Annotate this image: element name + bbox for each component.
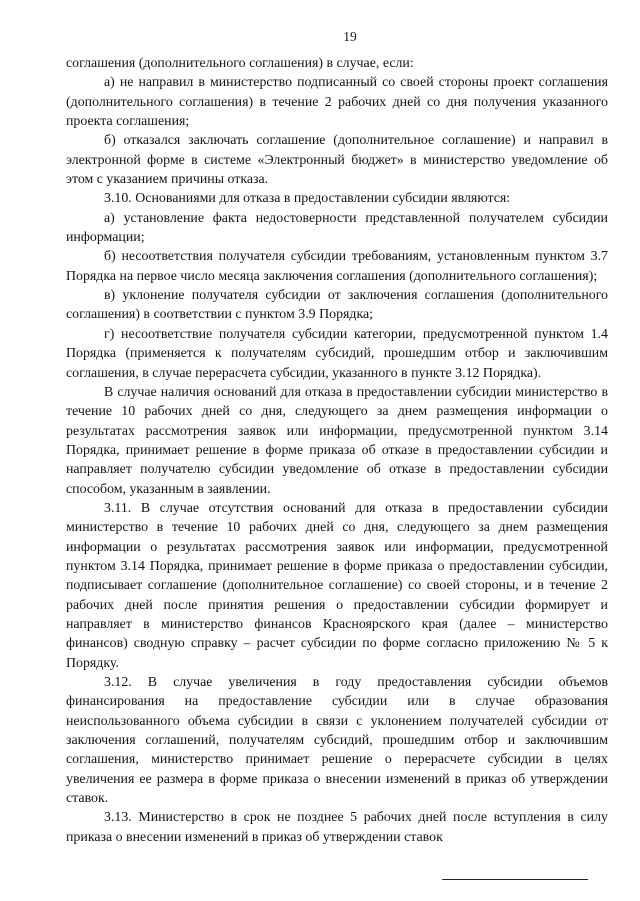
footer-rule [442,879,588,880]
page-number: 19 [343,29,357,44]
paragraph-continuation: соглашения (дополнительного соглашения) в случае, если: [66,56,414,71]
paragraph-3-10-item-v: в) уклонение получателя субсидии от заключения соглашения (дополнительного соглашения) в соответствии с пунктом 3.9 Порядка; [66,288,608,323]
paragraph-3-10-item-a: а) установление факта недостоверности представленной получателем субсидии информации; [66,210,608,246]
paragraph-3-12: 3.12. В случае увеличения в году предоставления субсидии объемов финансирования на предоставление субсидии или в случае образования неиспользованного объема субсидии в связи с уклонением получателей субсидии от заключения соглашений, получателям субсидий, прошедшим отбор и заключившим соглашения, министерство принимает решение о перерасчете субсидии в целях увеличения ее размера в форме приказа о внесении изменений в приказ об утверждении ставок. [66,675,608,807]
paragraph-3-10: 3.10. Основаниями для отказа в предоставлении субсидии являются: [104,191,511,207]
paragraph-3-11: 3.11. В случае отсутствия оснований для отказа в предоставлении субсидии министерство в течение 10 рабочих дней со дня, следующего за днем размещения информации о результатах рассмотрения заявок или информации, предусмотренной пунктом 3.14 Порядка, принимает решение в форме приказа о предоставлении субсидии, подписывает соглашение (дополнительное соглашение) со своей стороны, и в течение 2 рабочих дней после принятия решения о предоставлении субсидии формирует и направляет в министерство финансов Красноярского края (далее – министерство финансов) сводную справку – расчет субсидии по форме согласно приложению № 5 к Порядку. [66,500,608,671]
paragraph-item-b: б) отказался заключать соглашение (дополнительное соглашение) и направил в электронной форме в системе «Электронный бюджет» в министерство уведомление об этом с указанием причины отказа. [66,133,608,188]
paragraph-3-13: 3.13. Министерство в срок не позднее 5 рабочих дней после вступления в силу приказа о внесении изменений в приказ об утверждении ставок [66,810,608,845]
paragraph-3-10-item-g: г) несоответствие получателя субсидии категории, предусмотренной пунктом 1.4 Порядка (применяется к получателям субсидий, прошедшим отбор и заключившим соглашения, в случае перерасчета субсидии, указанного в пункте 3.12 Порядка). [66,326,608,381]
paragraph-refusal: В случае наличия оснований для отказа в предоставлении субсидии министерство в течение 10 рабочих дней со дня, следующего за днем размещения информации о результатах рассмотрения заявок или информации, предусмотренной пунктом 3.14 Порядка, принимает решение в форме приказа об отказе в предоставлении субсидии и направляет получателю субсидии уведомление об отказе в предоставлении субсидии способом, указанным в заявлении. [66,384,608,497]
document-body [66,54,608,847]
paragraph-3-10-item-b: б) несоответствия получателя субсидии требованиям, установленным пунктом 3.7 Порядка на первое число месяца заключения соглашения (дополнительного соглашения); [66,249,608,284]
paragraph-item-a: а) не направил в министерство подписанный со своей стороны проект соглашения (дополнительного соглашения) в течение 2 рабочих дней со дня получения указанного проекта соглашения; [66,75,608,130]
